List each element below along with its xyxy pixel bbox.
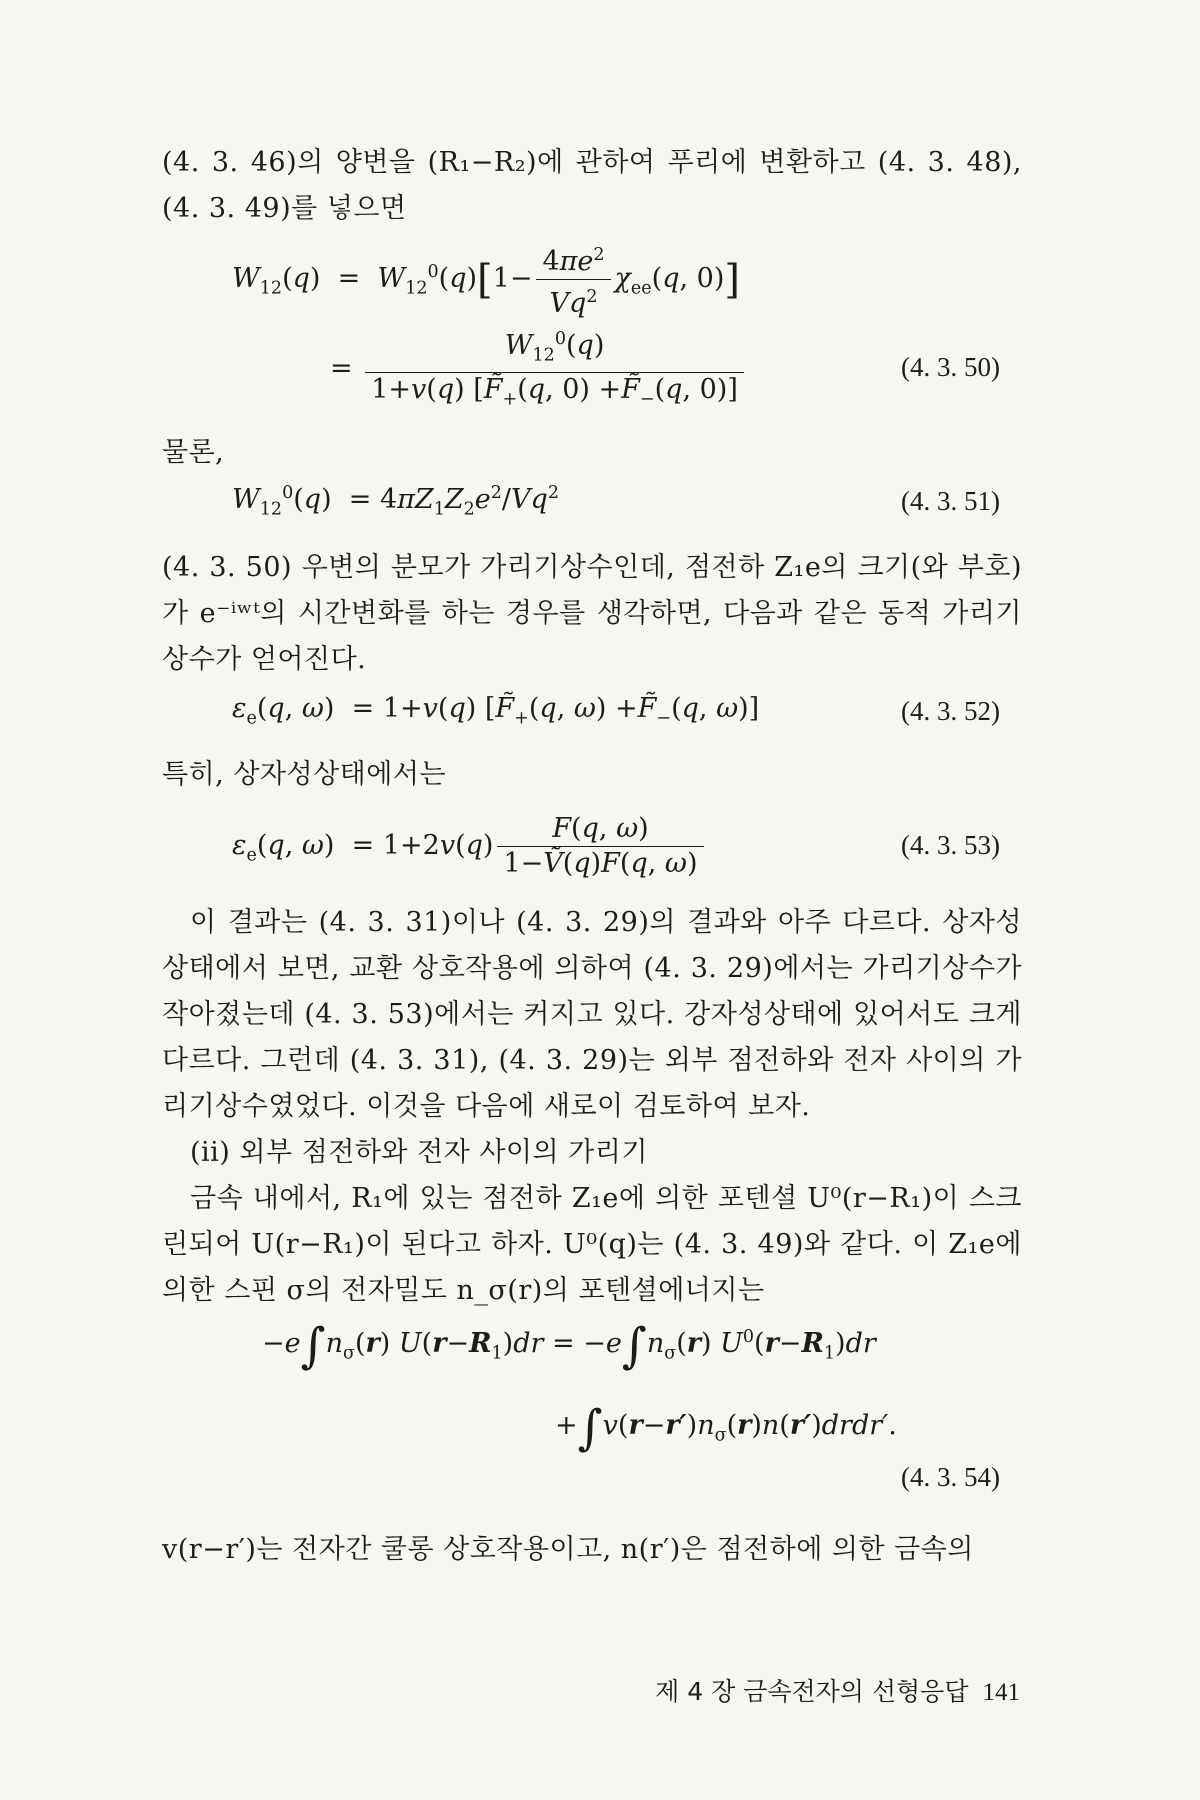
paragraph-screening-constant: (4. 3. 50) 우변의 분모가 가리기상수인데, 점전하 Z₁e의 크기(와 부호)가 e⁻ⁱʷᵗ의 시간변화를 하는 경우를 생각하면, 다음과 같은 동적 가리기 상수가 얻어진다. [162, 552, 1022, 675]
equation-4-3-54-line1: $-e\int n_\sigma(r) U(r-R_1)dr = -e\int n_\sigma(r)$ $U^0(r-R_1)dr$ [262, 1318, 876, 1374]
equation-number-4-3-53: (4. 3. 53) [901, 830, 1000, 860]
equation-number-4-3-54: (4. 3. 54) [901, 1462, 1000, 1492]
paragraph-paramagnetic: 특히, 상자성상태에서는 [162, 759, 446, 790]
equation-4-3-53: $\varepsilon_e(q$, ω) = 1+2v(q) $\frac{F(q, \omega)}{\text{1−Ṽ(q)F(q, ω)}}$ [232, 812, 708, 881]
section-heading-ii: (ii) 외부 점전하와 전자 사이의 가리기 [190, 1137, 648, 1168]
equation-4-3-51: $W_{12}^0(q) = 4\pi Z_1Z_2e^2/Vq^2$ [232, 483, 559, 520]
equation-4-3-50-line2: = $\frac{W_{12}^0(q)}{1+v(q) [F̃_+(q, 0) +F̃_-(q, 0)]}$ [330, 322, 748, 417]
paragraph-intro: (4. 3. 46)의 양변을 (R₁−R₂)에 관하여 푸리에 변환하고 (4. 3. 48), (4. 3. 49)를 넣으면 [162, 147, 1022, 224]
paragraph-comparison: 이 결과는 (4. 3. 31)이나 (4. 3. 29)의 결과와 아주 다르다. 상자성상태에서 보면, 교환 상호작용에 의하여 (4. 3. 29)에서는 가리기상수가 작아졌는데 (4. 3. 53)에서는 커지고 있다. 강자성상태에 있어서도 크게 다르다. 그런데 (4. 3. 31), (4. 3. 29)는 외부 점전하와 전자 사이의 가리기상수였었다. 이것을 다음에 새로이 검토하여 보자. [162, 907, 1022, 1122]
equation-number-4-3-52: (4. 3. 52) [901, 696, 1000, 726]
equation-number-4-3-51: (4. 3. 51) [901, 486, 1000, 516]
paragraph-metal-screening: 금속 내에서, R₁에 있는 점전하 Z₁e에 의한 포텐셜 U⁰(r−R₁)이 스크린되어 U(r−R₁)이 된다고 하자. U⁰(q)는 (4. 3. 49)와 같다. 이 Z₁e에 의한 스핀 σ의 전자밀도 n_σ(r)의 포텐셜에너지는 [162, 1183, 1022, 1306]
equation-4-3-54-line2: $+\int v(r-r')n_\sigma(r)n(r')drdr'$. [555, 1400, 897, 1456]
equation-number-4-3-50: (4. 3. 50) [901, 352, 1000, 382]
running-chapter-title: 제 4 장 금속전자의 선형응답 [655, 1677, 969, 1706]
equation-4-3-52: $\varepsilon_e(q$, ω) = 1+v(q) [$F̃_+(q$, $\omega) +F̃_-(q$, ω)] [232, 693, 760, 729]
page-number: 141 [982, 1679, 1020, 1706]
equation-4-3-50-line1: $W_{12}(q) = W_{12}^0(q)[1-$ $\frac{4\pi e^2}{Vq^2}$ $\chi_{ee}(q$, 0)] [232, 238, 740, 321]
paragraph-coulomb: v(r−r′)는 전자간 쿨롱 상호작용이고, n(r′)은 점전하에 의한 금속의 [162, 1534, 974, 1565]
paragraph-of-course: 물론, [162, 437, 225, 468]
page-footer [600, 1672, 1020, 1708]
